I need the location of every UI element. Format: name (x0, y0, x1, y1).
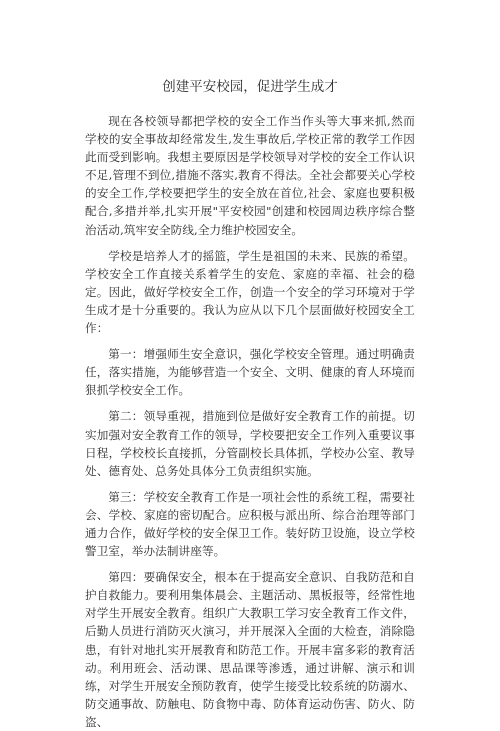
paragraph-importance: 学校是培养人才的摇篮，学生是祖国的未来、民族的希望。学校安全工作直接关系着学生的安危、家庭的幸福、社会的稳定。因此，做好学校安全工作，创造一个安全的学习环境对于学生成才是十分重要的。我认为应从以下几个层面做好校园安全工作： (85, 248, 415, 336)
document-title: 创建平安校园，促进学生成才 (162, 79, 338, 95)
paragraph-point-3: 第三：学校安全教育工作是一项社会性的系统工程，需要社会、学校、家庭的密切配合。应积极与派出所、综合治理等部门通力合作，做好学校的安全保卫工作。装好防卫设施，设立学校警卫室，举办法制讲座等。 (85, 489, 415, 559)
paragraph-point-1: 第一：增强师生安全意识，强化学校安全管理。通过明确责任，落实措施，为能够营造一个安全、文明、健康的育人环境而狠抓学校安全工作。 (85, 347, 415, 398)
paragraph-point-2: 第二：领导重视，措施到位是做好安全教育工作的前提。切实加强对安全教育工作的领导，学校要把安全工作列入重要议事日程，学校校长直接抓，分管副校长具体抓，学校办公室、教导处、德育处、总务处具体分工负责组织实施。 (85, 409, 415, 478)
paragraph-point-4: 第四：要确保安全，根本在于提高安全意识、自我防范和自护自救能力。要利用集体晨会、主题活动、黑板报等，经常性地对学生开展安全教育。组织广大教职工学习安全教育工作文件，后勤人员进行消防灭火演习，并开展深入全面的大检查，消除隐患，有针对地扎实开展教育和防范工作。开展丰富多彩的教育活动。利用班会、活动课、思品课等渗透，通过讲解、演示和训练，对学生开展安全预防教育，使学生接受比较系统的防溺水、防交通事故、防触电、防食物中毒、防体育运动伤害、防火、防盗、 (85, 570, 415, 729)
paragraph-intro: 现在各校领导都把学校的安全工作当作头等大事来抓,然而学校的安全事故却经常发生,发生事故后,学校正常的教学工作因此而受到影响。我想主要原因是学校领导对学校的安全工作认识不足,管理不到位,措施不落实,教育不得法。全社会都要关心学校的安全工作,学校要把学生的安全放在首位,社会、家庭也要积极配合,多措并举,扎实开展"平安校园"创建和校园周边秩序综合整治活动,筑牢安全防线,全力维护校园安全。 (85, 114, 415, 237)
